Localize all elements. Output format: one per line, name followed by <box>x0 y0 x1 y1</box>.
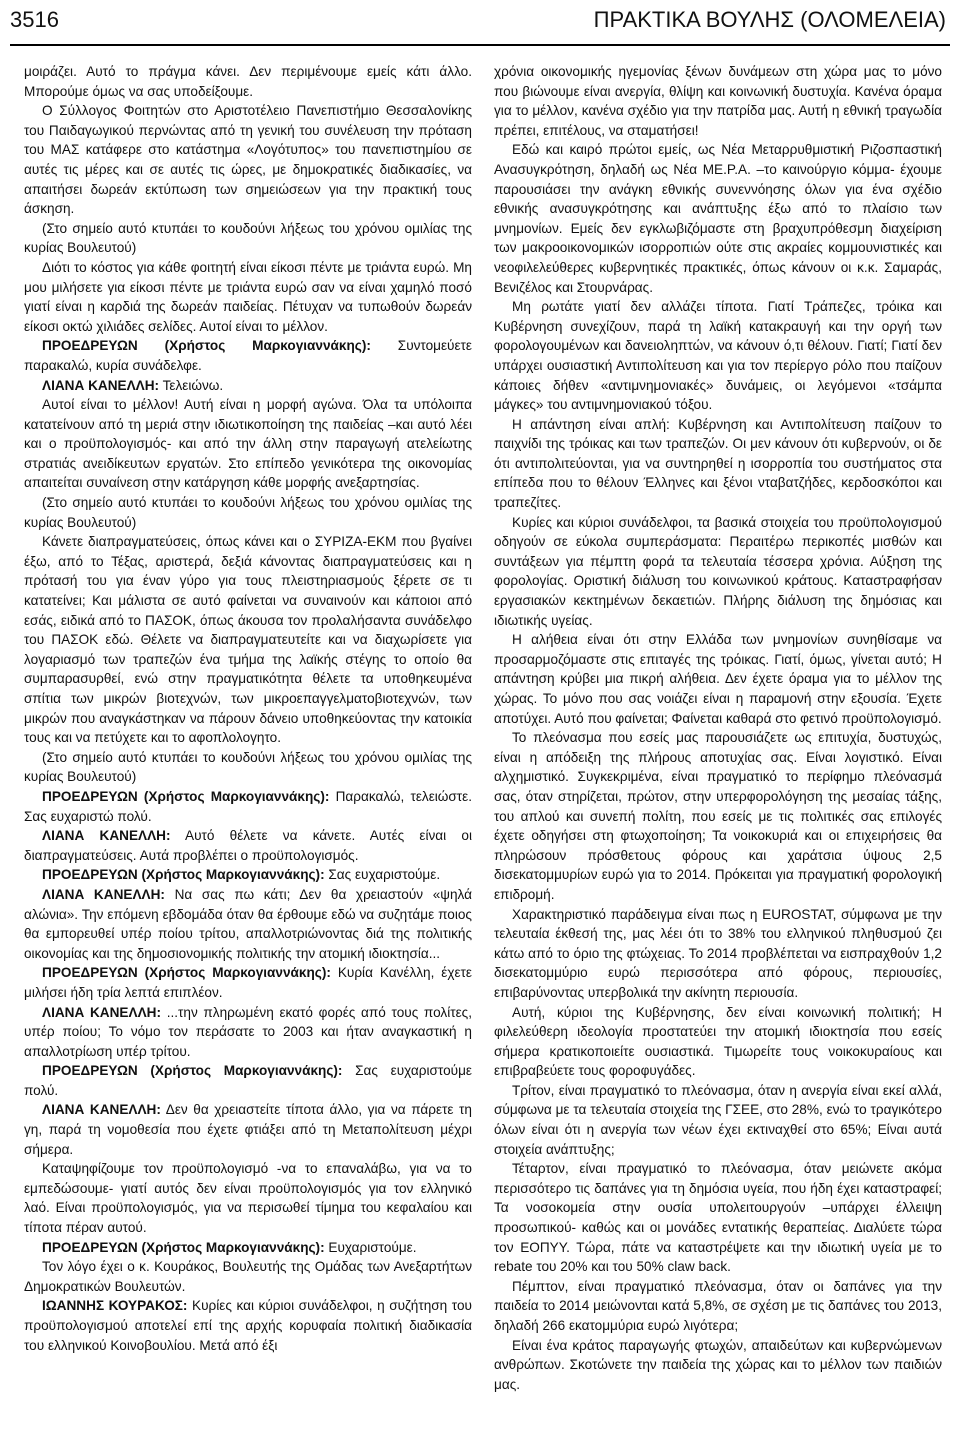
paragraph-text: μοιράζει. Αυτό το πράγμα κάνει. Δεν περιμένουμε εμείς κάτι άλλο. Μπορούμε όμως να σας υποδείξουμε. <box>24 64 472 99</box>
speaker-name: ΛΙΑΝΑ ΚΑΝΕΛΛΗ: <box>42 1004 161 1020</box>
speaker-name: ΠΡΟΕΔΡΕΥΩΝ (Χρήστος Μαρκογιαννάκης): <box>42 965 331 981</box>
paragraph-text: ...την πληρωμένη εκατό φορές από τους πολίτες, υπέρ ποίου; Το νόμο τον περάσατε το 2003 και ήταν αναγκαστική η απαλλοτρίωση υπέρ τρίτου. <box>24 1004 472 1059</box>
paragraph <box>494 140 942 297</box>
paragraph <box>494 1336 942 1395</box>
paragraph-text: Αυτοί είναι το μέλλον! Αυτή είναι η μορφή αγώνα. Όλα τα υπόλοιπα κατατείνουν από τη μεριά στην ιδιωτικοποίηση της παιδείας –και αυτό λέει και ο προϋπολογισμός- και από την άλλη στην παραγωγή ατελείωτης στρατιάς ανειδίκευτων εργατών. Στο επίπεδο γενικότερα της οικονομίας απαιτείται συναίνεση στην κατάργηση κάθε μορφής ανεξαρτησίας. <box>24 397 472 491</box>
paragraph <box>24 963 472 1002</box>
paragraph-text: Δεν θα χρειαστείτε τίποτα άλλο, για να πάρετε τη γη, παρά τη νομοθεσία που έχετε φτιάξει από τη Μεταπολίτευση μέχρι σήμερα. <box>24 1102 472 1157</box>
paragraph-text: Κυρία Κανέλλη, έχετε μιλήσει ήδη τρία λεπτά επιπλέον. <box>24 965 472 1000</box>
paragraph-text: Είναι ένα κράτος παραγωγής φτωχών, απαιδεύτων και κυβερνώμενων ανθρώπων. Σκοτώνετε την παιδεία της χώρας και το μέλλον των παιδιών μας. <box>494 1337 942 1392</box>
paragraph <box>24 826 472 865</box>
speaker-name: ΠΡΟΕΔΡΕΥΩΝ (Χρήστος Μαρκογιαννάκης): <box>42 338 371 354</box>
paragraph-text: Τελειώνω. <box>162 377 224 393</box>
paragraph-text: (Στο σημείο αυτό κτυπάει το κουδούνι λήξεως του χρόνου ομιλίας της κυρίας Βουλευτού) <box>24 220 472 256</box>
paragraph <box>494 630 942 728</box>
page-number: 3516 <box>10 7 59 32</box>
paragraph <box>24 1257 472 1296</box>
paragraph <box>24 1003 472 1062</box>
paragraph-text: Σας ευχαριστούμε πολύ. <box>24 1063 472 1098</box>
paragraph <box>24 101 472 219</box>
speaker-name: ΛΙΑΝΑ ΚΑΝΕΛΛΗ: <box>42 828 171 844</box>
paragraph <box>24 748 472 787</box>
speaker-name: ΛΙΑΝΑ ΚΑΝΕΛΛΗ: <box>42 377 160 393</box>
paragraph-text: Αυτή, κύριοι της Κυβέρνησης, δεν είναι κοινωνική πολιτική; Η φιλελεύθερη ιδεολογία προστατεύει την ατομική ιδιοκτησία που εσείς σήμερα κρατικοποιείτε ουσιαστικά. Τιμωρείτε τους νοικοκυραίους και επιβραβεύετε τους φοροφυγάδες. <box>494 1004 942 1079</box>
paragraph <box>24 787 472 826</box>
paragraph <box>24 1238 472 1258</box>
paragraph <box>24 258 472 336</box>
paragraph-text: Διότι το κόστος για κάθε φοιτητή είναι είκοσι πέντε με τριάντα ευρώ. Μη μου μιλήσετε για είκοσι πέντε με τριάντα ευρώ σαν να είναι χαμηλό ποσό γιατί είναι η καρδιά της δωρεάν παιδείας. Πέτυχαν να τυπωθούν δωρεάν είκοσι οκτώ χιλιάδες σελίδες. Αυτοί είναι το μέλλον. <box>24 259 472 334</box>
paragraph <box>24 336 472 375</box>
paragraph-text: Ο Σύλλογος Φοιτητών στο Αριστοτέλειο Πανεπιστήμιο Θεσσαλονίκης του Παιδαγωγικού περνώντας από τη γενική του συνέλευση την πρόταση του ΜΑΣ κατάφερε στο κατάστημα «Λογότυπος» του πανεπιστημίου σε αυτές τις μέρες και σε αυτές τις ώρες, με δημοκρατικές διαδικασίες, να απαιτήσει δωρεάν εκτύπωση των σημειώσεων για την πρακτική τους άσκηση. <box>24 103 472 217</box>
paragraph-text: χρόνια οικονομικής ηγεμονίας ξένων δυνάμεων στη χώρα μας το μόνο που βιώνουμε είναι ανεργία, θλίψη και κοινωνική δυστυχία. Κανένα όραμα για το μέλλον, κανένα σχέδιο για την πατρίδα μας. Αυτή η εθνική τραγωδία πρέπει, επιτέλους, να σταματήσει! <box>494 64 942 138</box>
right-column <box>494 62 942 1422</box>
header-rule <box>10 44 950 46</box>
paragraph-text: Πέμπτον, είναι πραγματικό πλεόνασμα, όταν οι δαπάνες για την παιδεία το 2014 μειώνονται κατά 5,8%, σε σχέση με τις δαπάνες του 2013, δηλαδή 266 εκατομμύρια ευρώ λιγότερα; <box>494 1278 942 1333</box>
paragraph-text: Το πλεόνασμα που εσείς μας παρουσιάζετε ως επιτυχία, δυστυχώς, είναι η απόδειξη της πλήρους αποτυχίας σας. Είναι λογιστικό. Είναι αλχημιστικό. Συγκεκριμένα, είναι πραγματικό το περίφημο πλεόνασμά σας, όταν στηρίζεται, πρώτον, στην υπερφορολόγηση της μεσαίας τάξης, του απλού και συνεπή πολίτη, που εσείς με τις πολιτικές σας επιλογές έχετε οδηγήσει στη φτωχοποίηση; Τα νοικοκυριά και οι επιχειρήσεις θα πληρώσουν πρόσθετους φόρους και χαράτσια ύψους 2,5 δισεκατομμυρίων ευρώ για το 2014. Πρόκειται για πραγματική φορολογική επιδρομή. <box>494 730 942 902</box>
paragraph <box>494 415 942 513</box>
paragraph <box>24 865 472 885</box>
paragraph-text: Η απάντηση είναι απλή: Κυβέρνηση και Αντιπολίτευση παίζουν το παιχνίδι της τρόικας και των τραπεζών. Οι μεν κάνουν ότι κυβερνούν, οι δε ότι αντιπολιτεύονται, για να συντηρηθεί η ισορροπία του συστήματος στα επίπεδα που το θέλουν Έλληνες και ξένοι νταβατζήδες, κερδοσκόποι και τραπεζίτες. <box>494 416 942 511</box>
paragraph-text: Εδώ και καιρό πρώτοι εμείς, ως Νέα Μεταρρυθμιστική Ριζοσπαστική Ανασυγκρότηση, δηλαδή ως Νέα ΜΕ.Ρ.Α. –το καινούργιο κόμμα- έχουμε παρουσιάσει την ανάγκη εθνικής συνεννόησης όλων για ένα σχέδιο εθνικής ανασυγκρότησης και ανάπτυξης έξω από το πλαίσιο των μνημονίων. Εμείς δεν εγκλωβιζόμαστε στη βραχυπρόθεσμη διαχείριση των μακροοικονομικών ισορροπιών ούτε στις ακραίες κομμουνιστικές και νεοφιλελεύθερες κυβερνητικές πρακτικές, όπως κάνουν οι κ.κ. Σαμαράς, Βενιζέλος και Στουρνάρας. <box>494 142 942 295</box>
paragraph-text: Μη ρωτάτε γιατί δεν αλλάζει τίποτα. Γιατί Τράπεζες, τρόικα και Κυβέρνηση συνεχίζουν, παρά τη λαϊκή κατακραυγή και την οργή των φορολογουμένων και δανειοληπτών, να κάνουν ό,τι θέλουν. Γιατί; Γιατί δεν υπάρχει ουσιαστική Αντιπολίτευση και για τον περίεργο ρόλο που παίζουν κάποιες δήθεν «αντιμνημονιακές» δυνάμεις, οι λεγόμενοι «τσάμπα μάγκες» του αντιμνημονιακού τόξου. <box>494 299 942 413</box>
body-columns <box>24 62 942 1422</box>
speaker-name: ΠΡΟΕΔΡΕΥΩΝ (Χρήστος Μαρκογιαννάκης): <box>42 788 330 804</box>
speaker-name: ΠΡΟΕΔΡΕΥΩΝ (Χρήστος Μαρκογιαννάκης): <box>42 867 325 883</box>
speaker-name: ΙΩΑΝΝΗΣ ΚΟΥΡΑΚΟΣ: <box>42 1298 188 1314</box>
paragraph <box>24 376 472 396</box>
paragraph-text: Τον λόγο έχει ο κ. Κουράκος, Βουλευτής της Ομάδας των Ανεξαρτήτων Δημοκρατικών Βουλευτών. <box>24 1259 472 1294</box>
page-header <box>0 0 960 40</box>
paragraph <box>494 728 942 904</box>
paragraph-text: Να σας πω κάτι; Δεν θα χρειαστούν «ψηλά αλώνια». Την επόμενη εβδομάδα όταν θα έρθουμε εδώ να συζητάμε ποιος θα εμπορευθεί υπέρ ποίου τρίτου, απαλλοτριώνοντας διά της πολιτικής οικονομίας και της δημοσιονομικής πολιτικής την ατομική ιδιοκτησία... <box>24 886 472 961</box>
speaker-name: ΛΙΑΝΑ ΚΑΝΕΛΛΗ: <box>42 1102 161 1118</box>
paragraph <box>24 1159 472 1237</box>
paragraph <box>24 493 472 532</box>
paragraph-text: Χαρακτηριστικό παράδειγμα είναι πως η EUROSTAT, σύμφωνα με την τελευταία έκθεσή της, μας λέει ότι το 38% του ελληνικού πληθυσμού ζει κάτω από το όριο της φτώχειας. Το 2014 προβλέπεται να εισπραχθούν 1,2 δισεκατομμύριο ευρώ περισσότερα από φόρους, περιουσίες, επιβαρύνοντας υπερβολικά την ακίνητη περιουσία. <box>494 906 942 1000</box>
paragraph-text: Συντομεύετε παρακαλώ, κυρία συνάδελφε. <box>24 338 472 373</box>
paragraph-text: Καταψηφίζουμε τον προϋπολογισμό -να το επαναλάβω, για να το εμπεδώσουμε- γιατί αυτός δεν είναι προϋπολογισμός για τον ελληνικό λαό. Είναι προϋπολογισμός, για να περισωθεί τίμημα του κεφαλαίου και τίποτα πέραν αυτού. <box>24 1161 472 1236</box>
left-column <box>24 62 472 1422</box>
paragraph-text: Κυρίες και κύριοι συνάδελφοι, τα βασικά στοιχεία του προϋπολογισμού οδηγούν σε εύκολα συμπεράσματα: Περαιτέρω περικοπές μισθών και συντάξεων για πέμπτη φορά τα τελευταία τέσσερα χρόνια. Αύξηση της φορολογίας. Οριστική διάλυση του κοινωνικού κράτους. Καταστραφήσαν εργασιακών κεκτημένων δεκαετιών. Πλήρης διάλυση της δημόσιας και ιδιωτικής υγείας. <box>494 514 942 628</box>
paragraph-text: Τρίτον, είναι πραγματικό το πλεόνασμα, όταν η ανεργία είναι εκεί αλλά, σύμφωνα με τα τελευταία στοιχεία της ΓΣΕΕ, στο 28%, ενώ το τραγικότερο όλων είναι ότι η ανεργία των νέων έχει εκτιναχθεί στο 65%; Είναι αυτά στοιχεία ανάπτυξης; <box>494 1082 942 1157</box>
paragraph <box>24 62 472 101</box>
paragraph <box>24 1296 472 1355</box>
speaker-name: ΛΙΑΝΑ ΚΑΝΕΛΛΗ: <box>42 886 165 902</box>
paragraph <box>494 1159 942 1277</box>
paragraph-text: (Στο σημείο αυτό κτυπάει το κουδούνι λήξεως του χρόνου ομιλίας της κυρίας Βουλευτού) <box>24 749 472 785</box>
paragraph <box>494 62 942 140</box>
paragraph-text: Η αλήθεια είναι ότι στην Ελλάδα των μνημονίων συνηθίσαμε να προσαρμοζόμαστε στις επιταγές της τρόικας. Γιατί, όμως, γίνεται αυτό; Η απάντηση κρύβει μια πικρή αλήθεια. Δεν έχετε όραμα για το μέλλον της χώρας. Το μόνο που σας νοιάζει είναι η παραμονή στην εξουσία. Έχετε αποτύχει. Αυτό που φαίνεται; Φαίνεται καθαρά στο φετινό προϋπολογισμό. <box>494 632 942 726</box>
paragraph-text: Τέταρτον, είναι πραγματικό το πλεόνασμα, όταν μειώνετε ακόμα περισσότερο τις δαπάνες για τη δημόσια υγεία, που ήδη έχει καταστραφεί; Τα νοσοκομεία στην ουσία υπολειτουργούν –υπάρχει έλλειψη προσωπικού- καθώς και οι μονάδες εντατικής θεραπείας. Διαλύετε τώρα τον ΕΟΠΥΥ. Τώρα, πάτε να καταστρέψετε και την ιδιωτική υγεία με το rebate του 20% και του 50% claw back. <box>494 1161 942 1275</box>
speaker-name: ΠΡΟΕΔΡΕΥΩΝ (Χρήστος Μαρκογιαννάκης): <box>42 1239 325 1255</box>
paragraph <box>494 297 942 415</box>
paragraph <box>24 885 472 963</box>
paragraph <box>24 219 472 258</box>
paragraph-text: Κάνετε διαπραγματεύσεις, όπως κάνει και ο ΣΥΡΙΖΑ-ΕΚΜ που βγαίνει έξω, από το Τέξας, αριστερά, δεξιά κάνοντας διαπραγματεύσεις και η πρότασή του για έναν γύρο για τους πλειστηριασμούς ξέρετε σε τι κατατείνει; Και μάλιστα σε αυτό φαίνεται να συναινούν και κάποιοι από εσάς, ειδικά από το ΠΑΣΟΚ, όπως άκουσα τον προλαλήσαντα συνάδελφο του ΠΑΣΟΚ εδώ. Θέλετε να διαπραγματευτείτε και να διαχωρίσετε για λογαριασμό των τραπεζών ένα τμήμα της λαϊκής στέγης το οποίο θα συμπαρασυρθεί, ενώ στην πραγματικότητα θέλετε τα υποθηκευμένα σπίτια των μικρών βιοτεχνών, των μικροεπαγγελματοβιοτεχνών, των μικρών που αναγκάστηκαν να πάρουν δάνειο υποθηκεύοντας την κατοικία τους και να πετύχετε και το αφοπλολογητο. <box>24 534 472 746</box>
paragraph <box>24 532 472 748</box>
paragraph-text: Παρακαλώ, τελειώστε. Σας ευχαριστώ πολύ. <box>24 788 472 824</box>
running-title: ΠΡΑΚΤΙΚΑ ΒΟΥΛΗΣ (ΟΛΟΜΕΛΕΙΑ) <box>593 7 946 32</box>
paragraph-text: Ευχαριστούμε. <box>328 1239 417 1255</box>
paragraph <box>494 1003 942 1081</box>
paragraph <box>494 1081 942 1159</box>
paragraph <box>24 1061 472 1100</box>
paragraph-text: Κυρίες και κύριοι συνάδελφοι, η συζήτηση του προϋπολογισμού αποτελεί επί της αρχής κορυφαία πολιτική διαδικασία του ελληνικού Κοινοβουλίου. Μετά από έξι <box>24 1298 472 1353</box>
paragraph-text: Σας ευχαριστούμε. <box>328 867 441 883</box>
paragraph-text: (Στο σημείο αυτό κτυπάει το κουδούνι λήξεως του χρόνου ομιλίας της κυρίας Βουλευτού) <box>24 495 472 530</box>
paragraph <box>24 1100 472 1159</box>
paragraph <box>24 395 472 493</box>
paragraph <box>494 1277 942 1336</box>
paragraph <box>494 513 942 631</box>
paragraph-text: Αυτό θέλετε να κάνετε. Αυτές είναι οι διαπραγματεύσεις. Αυτά προβλέπει ο προϋπολογισμός. <box>24 828 472 863</box>
speaker-name: ΠΡΟΕΔΡΕΥΩΝ (Χρήστος Μαρκογιαννάκης): <box>42 1063 343 1079</box>
paragraph <box>494 905 942 1003</box>
